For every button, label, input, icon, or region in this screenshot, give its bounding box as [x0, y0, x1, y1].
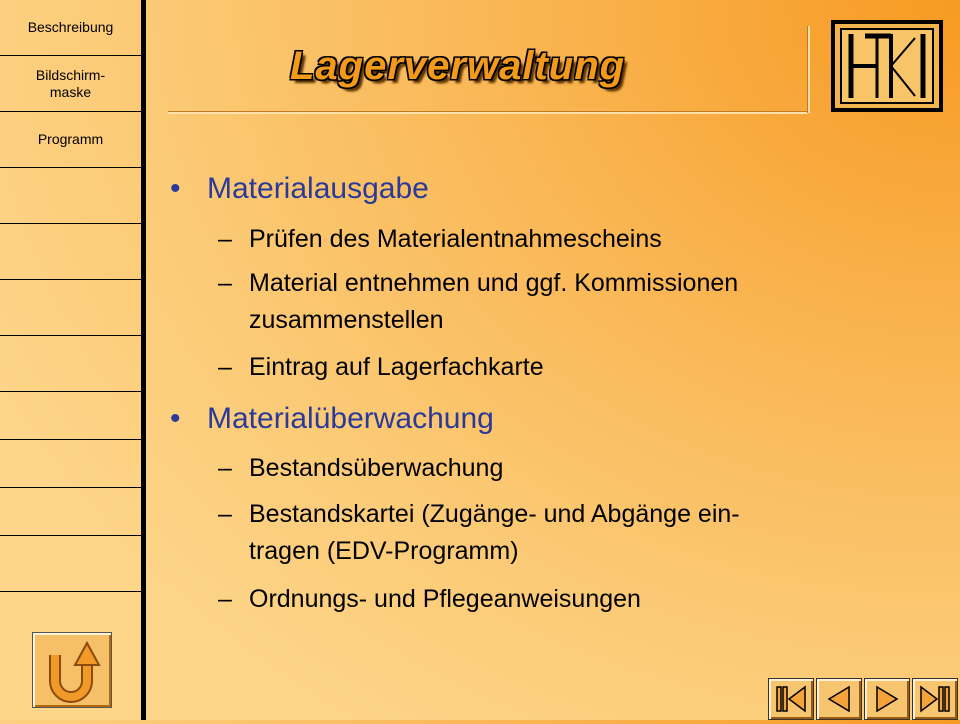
- sidebar-empty-slot[interactable]: [0, 440, 141, 488]
- previous-slide-button[interactable]: [816, 678, 862, 720]
- logo-icon: [831, 20, 943, 112]
- next-slide-button[interactable]: [864, 678, 910, 720]
- page-title: Lagerverwaltung: [290, 44, 626, 88]
- bullet-marker: •: [170, 172, 181, 205]
- return-u-turn-icon: [33, 633, 111, 707]
- sidebar-item-label: Programm: [37, 131, 104, 147]
- first-slide-button[interactable]: [768, 678, 814, 720]
- title-underline: [168, 111, 808, 114]
- return-button[interactable]: [32, 632, 112, 708]
- sidebar-item-label: Beschreibung: [27, 19, 114, 35]
- sidebar-empty-slot[interactable]: [0, 224, 141, 280]
- dash-marker: –: [218, 225, 232, 253]
- company-logo: [831, 20, 943, 112]
- title-divider: [807, 26, 810, 113]
- sidebar-empty-slot[interactable]: [0, 392, 141, 440]
- sidebar-item-programm[interactable]: [0, 112, 141, 168]
- sidebar-empty-slot[interactable]: [0, 536, 141, 592]
- sidebar-item-beschreibung[interactable]: [0, 0, 141, 56]
- first-slide-icon: [769, 679, 813, 719]
- sidebar-empty-slot[interactable]: [0, 336, 141, 392]
- last-slide-button[interactable]: [912, 678, 958, 720]
- previous-slide-icon: [817, 679, 861, 719]
- sidebar-empty-slot[interactable]: [0, 168, 141, 224]
- next-slide-icon: [865, 679, 909, 719]
- sidebar-divider: [141, 0, 146, 720]
- dash-marker: –: [218, 454, 232, 482]
- sidebar-item-label: Bildschirm- maske: [35, 66, 106, 100]
- last-slide-icon: [913, 679, 957, 719]
- slide-navigation: [766, 678, 960, 720]
- sidebar-empty-slot[interactable]: [0, 488, 141, 536]
- dash-marker: –: [218, 500, 232, 528]
- sidebar-empty-slot[interactable]: [0, 280, 141, 336]
- sidebar: [0, 0, 141, 720]
- dash-marker: –: [218, 353, 232, 381]
- sidebar-item-bildschirmmaske[interactable]: [0, 56, 141, 112]
- dash-marker: –: [218, 585, 232, 613]
- dash-marker: –: [218, 269, 232, 297]
- bullet-marker: •: [170, 402, 181, 435]
